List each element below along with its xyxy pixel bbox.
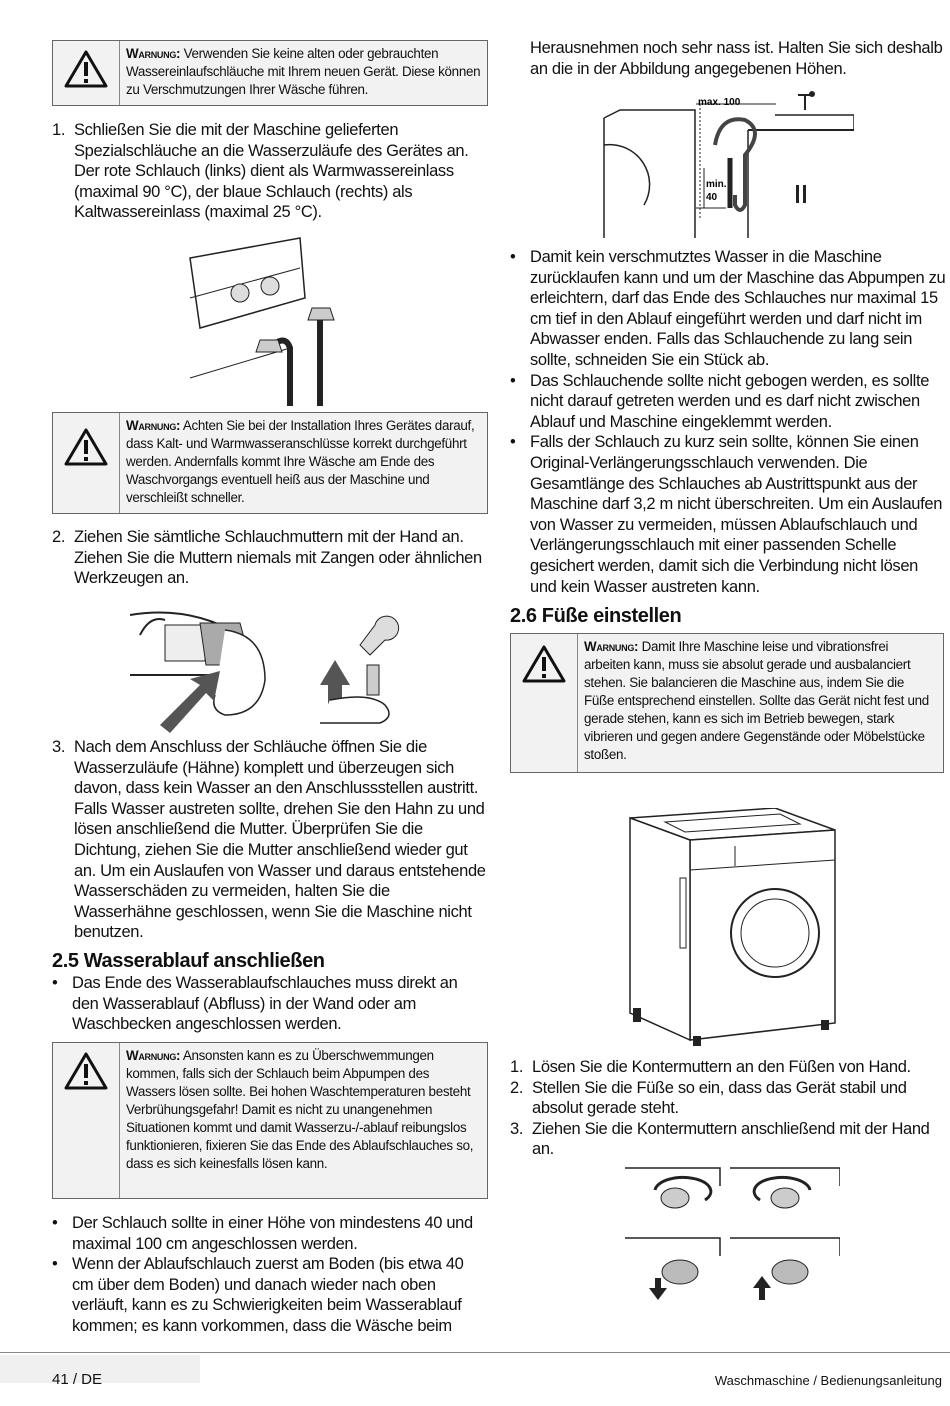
warning-triangle-icon [64, 427, 108, 467]
warning-label: Warnung: [126, 418, 181, 433]
warning-box-feet [510, 633, 944, 773]
bullet-item: • Damit kein verschmutztes Wasser in die Maschine zurücklaufen kann und um der Maschine das Abpumpen zu erleichtern, darf das Ende des Schlauches nur maximal 15 cm tief in den Ablauf eingeführt werden und darf nicht im Abwasser enden. Falls das Schlauchende zu lang sein sollte, schneiden Sie ein Stück ab. [510, 248, 946, 369]
bullet-item: • Das Ende des Wasserablaufschlauches muss direkt an den Wasserablauf (Abfluss) in der Wand oder am Waschbecken angeschlossen werden. [52, 974, 458, 1034]
step-list-2 [52, 527, 488, 589]
bullet-item: • Der Schlauch sollte in einer Höhe von mindestens 40 und maximal 100 cm angeschlossen werden. [52, 1214, 473, 1253]
bullet-item: • Falls der Schlauch zu kurz sein sollte, können Sie einen Original-Verlängerungsschlauch verwenden. Die Gesamtlänge des Schlauches ab Austrittspunkt aus der Maschine darf 3,2 m nicht überschreiten. Um ein Auslaufen von Wasser zu vermeiden, müssen Ablaufschlauch und Verlängerungsschlauch mit einer passenden Schelle gesichert werden, damit sich die Verbindung nicht lösen und kein Wasser austreten kann. [510, 433, 943, 596]
step-item: 2. Ziehen Sie sämtliche Schlauchmuttern mit der Hand an. Ziehen Sie die Muttern niemals mit Zangen oder ähnlichen Werkzeugen an. [52, 528, 482, 588]
warning-triangle-icon [522, 644, 566, 684]
step-list-1 [52, 120, 488, 223]
warning-box-flooding [52, 1042, 488, 1199]
section-heading-drain: 2.5 Wasserablauf anschließen [52, 950, 325, 972]
warning-label: Warnung: [584, 639, 639, 654]
warning-text: Damit Ihre Maschine leise und vibrationsfrei arbeiten kann, muss sie absolut gerade und ausbalanciert stehen. Sie balancieren die Maschine aus, indem Sie die Füße entsprechend einstellen. Sollte das Gerät nicht fest und gerade stehen, kann es sich im Betrieb bewegen, stark vibrieren und gegen andere Gegenstände oder Möbelstücke stoßen. [584, 639, 929, 762]
step-list-3 [52, 737, 488, 943]
bullet-list-height [52, 1213, 488, 1337]
step-item: 2. Stellen Sie die Füße so ein, dass das Gerät stabil und absolut gerade steht. [510, 1078, 907, 1118]
document-title: Waschmaschine / Bedienungsanleitung [714, 1373, 942, 1388]
figure-water-inlet [180, 228, 358, 406]
warning-text: Verwenden Sie keine alten oder gebrauchten Wassereinlaufschläuche mit Ihrem neuen Gerät. Diese können zu Verschmutzungen Ihrer Wäsche führen. [126, 46, 481, 97]
warning-triangle-icon [64, 1051, 108, 1091]
step-item: 3. Nach dem Anschluss der Schläuche öffnen Sie die Wasserzuläufe (Hähne) komplett und überzeugen sich davon, dass kein Wasser an den Anschlussstellen austritt. Falls Wasser austreten sollte, drehen Sie den Hahn zu und lösen anschließend die Mutter. Überprüfen Sie die Dichtung, ziehen Sie die Mutter anschließend wieder gut an. Um ein Auslaufen von Wasser und daraus entstehende Wasserschäden zu vermeiden, halten Sie die Wasserhähne geschlossen, wenn Sie die Maschine nicht benutzen. [52, 738, 486, 942]
warning-text: Ansonsten kann es zu Überschwemmungen kommen, falls sich der Schlauch beim Abpumpen des Wassers lösen sollte. Bei hohen Waschtemperaturen besteht Verbrühungsgefahr! Damit es nicht zu unangenehmen Situationen kommt und damit Wasserzu-/-ablauf reibungslos funktionieren, fixieren Sie das Ende des Ablaufschlauches so, dass es sich keinesfalls lösen kann. [126, 1048, 474, 1171]
warning-box-hot-cold [52, 412, 488, 514]
bullet-list-drain [52, 973, 488, 1035]
warning-box-old-hoses [52, 40, 488, 106]
step-list-feet [510, 1057, 946, 1160]
page-number: 41 / DE [52, 1371, 103, 1388]
page-footer [0, 1352, 950, 1388]
step-item: 1. Schließen Sie die mit der Maschine gelieferten Spezialschläuche an die Wasserzuläufe des Gerätes an. Der rote Schlauch (links) dient als Warmwassereinlass (maximal 90 °C), der blaue Schlauch (rechts) als Kaltwassereinlass (maximal 25 °C). [52, 121, 469, 222]
bullet-item: • Das Schlauchende sollte nicht gebogen werden, es sollte nicht darauf getreten werden und es darf nicht zwischen Ablauf und Maschine eingeklemmt werden. [510, 371, 930, 431]
step-item: 1. Lösen Sie die Kontermuttern an den Füßen von Hand. [510, 1058, 911, 1076]
figure-label-min-value: 40 [706, 192, 718, 203]
figure-label-max: max. 100 [698, 97, 741, 108]
bullet-list-hose [510, 247, 946, 597]
figure-washing-machine [625, 808, 840, 1048]
figure-drain-heights [600, 90, 854, 238]
warning-label: Warnung: [126, 46, 181, 61]
bullet-item: • Wenn der Ablaufschlauch zuerst am Boden (bis etwa 40 cm über dem Boden) und danach wieder nach oben verläuft, kann es zu Schwierigkeiten beim Wasserablauf kommen; es kann vorkommen, dass die Wäsche beim [52, 1255, 464, 1335]
warning-triangle-icon [64, 49, 108, 89]
continuation-text: Herausnehmen noch sehr nass ist. Halten Sie sich deshalb an die in der Abbildung angegebenen Höhen. [530, 39, 943, 78]
section-heading-feet: 2.6 Füße einstellen [510, 605, 682, 627]
figure-adjust-feet [625, 1160, 840, 1300]
warning-label: Warnung: [126, 1048, 181, 1063]
figure-label-min: min. [706, 179, 727, 190]
figure-hand-tighten [130, 605, 415, 733]
warning-text: Achten Sie bei der Installation Ihres Gerätes darauf, dass Kalt- und Warmwasseranschlüsse korrekt durchgeführt werden. Andernfalls kommt Ihre Wäsche am Ende des Waschvorgangs eventuell heiß aus der Maschine und verschleißt schneller. [126, 418, 475, 505]
step-item: 3. Ziehen Sie die Kontermuttern anschließend mit der Hand an. [510, 1119, 930, 1159]
